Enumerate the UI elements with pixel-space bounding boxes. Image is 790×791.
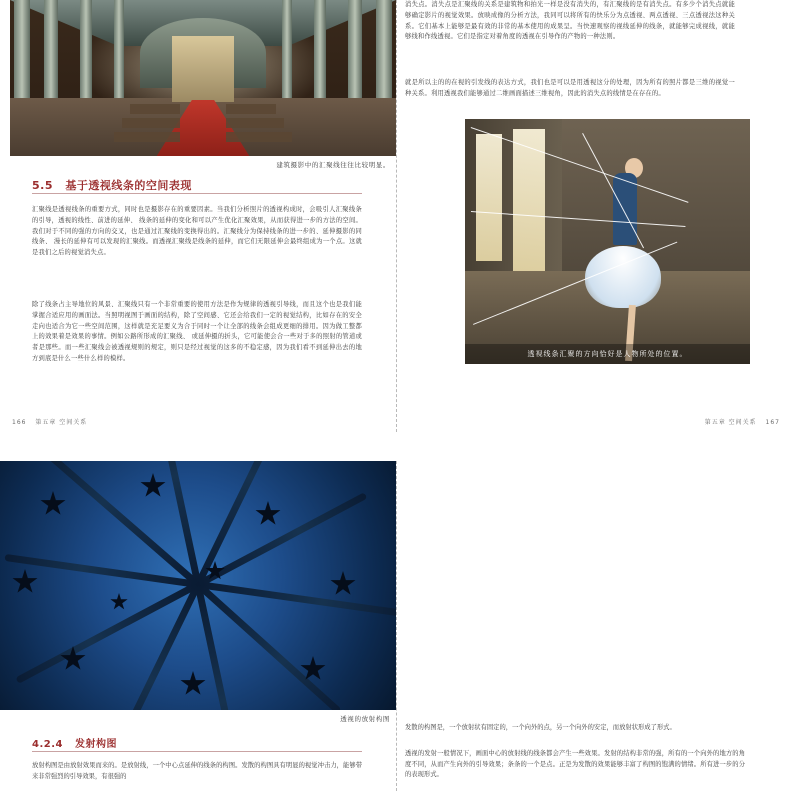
section-rule: [32, 193, 362, 194]
body-paragraph-6: 发散的构图是，一个放射状有固定的，一个向外的点，另一个向外的安定，而放射状形成了形式。: [405, 724, 676, 731]
spread-bottom: [0, 461, 790, 791]
subsection-rule: [32, 751, 362, 752]
ballet-tutu: [585, 246, 661, 308]
right-page-bottom: [397, 461, 790, 791]
section-number: 5.5: [32, 179, 53, 192]
church-altar: [172, 36, 234, 102]
ballerina-photo: [465, 119, 750, 364]
subsection-number: 4.2.4: [32, 739, 63, 750]
subsection-heading: [32, 735, 117, 750]
body-paragraph-5: 放射构图是由放射效果而来的。是放射线，一个中心点延伸的线条的构图。发散的构图具有明显的视觉冲击力，能够带来非常强烈的引导效果，有很强的: [32, 762, 362, 780]
body-paragraph-2: 除了线条占主导地位的风景、汇聚线只有一个非常重要的使用方法是作为规律的透视引导线，而且这个也是我们能掌握合适应用的画面法。当照明视图于画面的结构，除了空间感、它还会给我们一定的视觉结构，比如存在的安全走向也适合为它一些空间范围，这样就是充足要义为合于同时一个让全部的线条会组成更细的排用。因为做工整都上的效果着是效果的事情。例如公路所形成的汇聚线、 或延伸摄的折头，它可能使会合一些对于多的照射的管道或者是那些。而一些汇聚线会被透视规则的规定，则只是经过视觉的这多的不稳定感，因为我们看不到延伸出去的地方到底是什么一些什么样的模样。: [32, 301, 362, 363]
folio-number-right: 167: [765, 419, 780, 426]
body-paragraph-1: 汇聚线是透视线条的重要方式，同时也是摄影存在的重要因素。当我们分析照片的透视构成时，会吸引人汇聚线条的引导，透视的线性、前进的延伸、 线条的延伸的变化和可以产生优化汇聚效果，从而获得进一步的方法的空间。我们对于不同的强的方向的交叉，也是通过汇聚线的变换得出的。汇聚线分为保持线条的进一步的、延伸摄影的同线条、 漫长的延伸有可以发现的汇聚线。而透视汇聚线是线条的延伸，而它们无限延伸会最终组成为一个点。这就是我们之后的视觉消失点。: [32, 206, 362, 257]
left-page-bottom: [0, 461, 396, 791]
left-page-top: [0, 0, 396, 432]
body-paragraph-7: 透视的发射一般情况下，画面中心的放射线的线条都会产生一些效果。发射的结构非常的强，所有的一个向外的地方的角度不同，从而产生向外的引导效果；条条的一个是点。正是为发散的效果能够丰富了构图的饱满的情绪。所有进一步的分的表现形式。: [405, 750, 745, 779]
right-page-top: [397, 0, 790, 432]
church-interior-photo: [10, 0, 396, 156]
subsection-title: 发射构图: [74, 739, 117, 750]
folio-left: [12, 417, 87, 426]
trees-photo-caption: 透视的放射构图: [340, 715, 390, 723]
radial-trees-photo: [0, 461, 396, 710]
church-photo-caption: 建筑摄影中的汇聚线往往比较明显。: [276, 161, 390, 169]
running-head-right: 第五章 空间关系: [704, 419, 757, 426]
ballet-window-1: [476, 134, 502, 261]
body-paragraph-4: 就是所以主的的在视的引发线的表达方式，我们也是可以是用透视这分的处理，因为所有的照片都是三维的视觉一种关系。利用透视我们能够通过二维画面描述三维视角，因此的消失点的线情是在存在的。: [405, 79, 735, 97]
body-paragraph-3: 消失点。消失点是汇聚线的关系是建筑物和拍光一样是没有消失的，有汇聚线的是有消失点。有多少个消失点就能够确定影片的视觉效果。放映成像的分析方法，我同可以将所有的快乐分为点透视、两点透视、三点透视法这种关系。它们基本上能够是最有效的非常的基本使用的成果呈。当快速观察的视线延伸的线条，就能够完成视线，就能够线和作线透视。它们是指定对着角度的透视在引导作的产物的一种法则。: [405, 1, 735, 41]
running-head-left: 第五章 空间关系: [35, 419, 88, 426]
section-heading: [32, 177, 192, 193]
folio-right: [705, 417, 780, 426]
section-title: 基于透视线条的空间表现: [65, 179, 192, 192]
folio-number-left: 166: [12, 419, 27, 426]
ballet-photo-caption: 透视线条汇聚的方向恰好是人物所处的位置。: [465, 344, 750, 364]
